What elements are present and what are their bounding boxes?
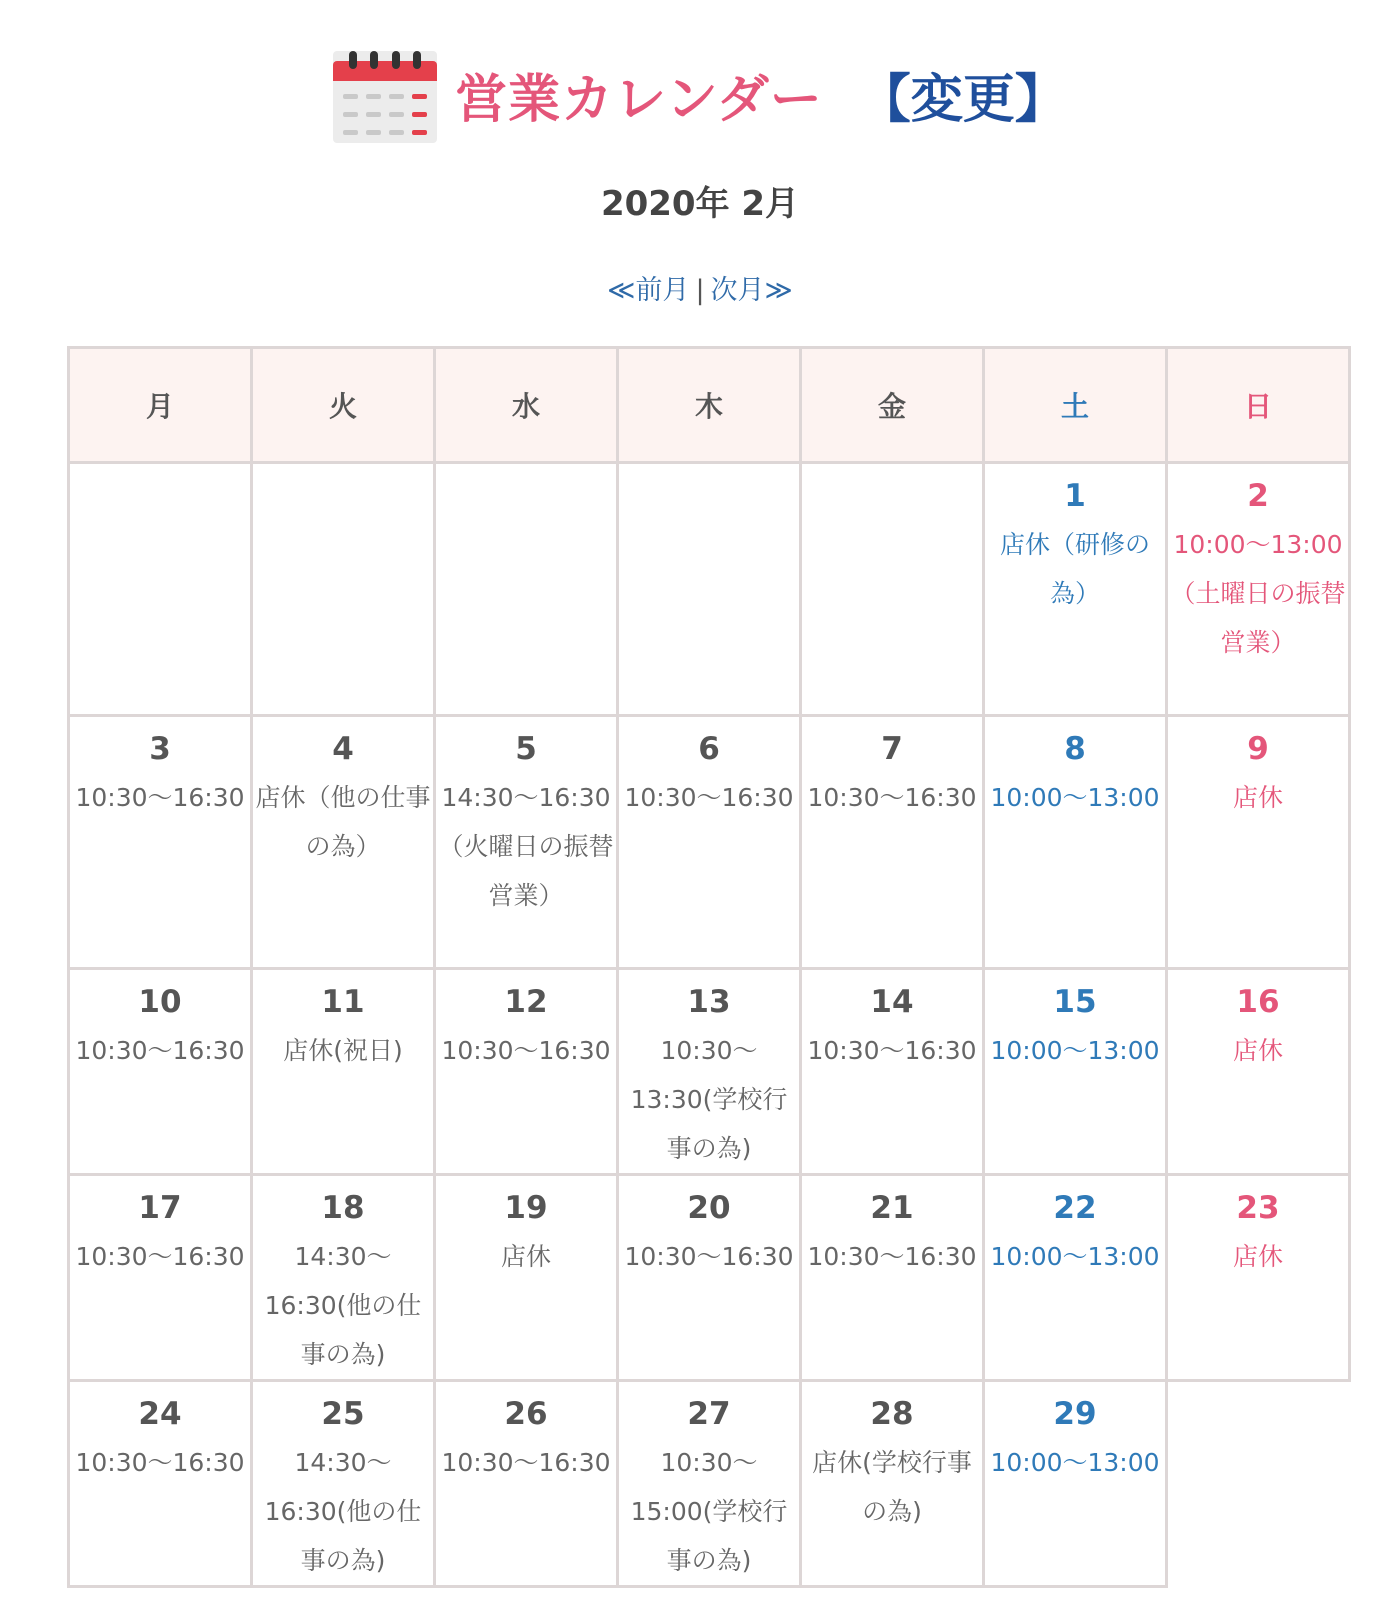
calendar-empty-cell bbox=[69, 463, 252, 716]
day-number: 25 bbox=[321, 1396, 365, 1432]
calendar-day-cell bbox=[1167, 716, 1350, 969]
calendar-week-row bbox=[69, 1175, 1350, 1381]
month-title: 2020年 2月 bbox=[600, 184, 800, 224]
day-hours: 14:30〜16:30（火曜日の振替営業） bbox=[438, 783, 614, 910]
calendar-day-cell bbox=[618, 716, 801, 969]
day-number: 11 bbox=[321, 984, 365, 1020]
day-hours: 店休 bbox=[1232, 783, 1283, 812]
day-number: 16 bbox=[1236, 984, 1280, 1020]
day-hours: 店休 bbox=[500, 1242, 551, 1271]
change-label: 【変更】 bbox=[858, 69, 1067, 130]
day-hours: 10:00〜13:00 bbox=[990, 1242, 1160, 1271]
calendar-day-cell bbox=[1167, 969, 1350, 1175]
calendar-day-cell bbox=[984, 1175, 1167, 1381]
weekday-mon: 月 bbox=[69, 348, 252, 463]
calendar-day-cell bbox=[801, 1175, 984, 1381]
calendar-week-row bbox=[69, 969, 1350, 1175]
day-number: 20 bbox=[687, 1190, 731, 1226]
day-number: 8 bbox=[1064, 731, 1086, 767]
calendar-week-row bbox=[69, 1381, 1350, 1587]
calendar-day-cell bbox=[618, 969, 801, 1175]
day-number: 5 bbox=[515, 731, 537, 767]
day-number: 12 bbox=[504, 984, 548, 1020]
day-hours: 10:30〜16:30 bbox=[624, 783, 794, 812]
calendar-week-row bbox=[69, 463, 1350, 716]
day-hours: 10:30〜16:30 bbox=[75, 783, 245, 812]
calendar-day-cell bbox=[69, 969, 252, 1175]
calendar-day-cell bbox=[1167, 463, 1350, 716]
day-hours: 10:30〜16:30 bbox=[441, 1448, 611, 1477]
calendar-empty-cell bbox=[618, 463, 801, 716]
day-number: 26 bbox=[504, 1396, 548, 1432]
calendar-icon bbox=[333, 51, 437, 143]
day-hours: 店休（他の仕事の為） bbox=[255, 783, 431, 861]
day-hours: 10:30〜16:30 bbox=[807, 1242, 977, 1271]
day-number: 17 bbox=[138, 1190, 182, 1226]
calendar-day-cell bbox=[69, 716, 252, 969]
day-number: 3 bbox=[149, 731, 171, 767]
calendar-day-cell bbox=[801, 716, 984, 969]
day-hours: 店休 bbox=[1232, 1242, 1283, 1271]
weekday-header-row bbox=[69, 348, 1350, 463]
calendar-day-cell bbox=[435, 969, 618, 1175]
day-hours: 10:30〜16:30 bbox=[75, 1242, 245, 1271]
day-hours: 14:30〜16:30(他の仕事の為) bbox=[264, 1448, 422, 1575]
weekday-wed: 水 bbox=[435, 348, 618, 463]
prev-month-link[interactable]: ≪前月 bbox=[607, 275, 690, 306]
calendar-empty-cell bbox=[1167, 1381, 1350, 1587]
calendar-day-cell bbox=[69, 1381, 252, 1587]
day-hours: 10:00〜13:00（土曜日の振替営業） bbox=[1170, 530, 1346, 657]
day-number: 18 bbox=[321, 1190, 365, 1226]
day-hours: 10:30〜16:30 bbox=[75, 1036, 245, 1065]
calendar-day-cell bbox=[435, 1381, 618, 1587]
month-navigation bbox=[0, 268, 1400, 307]
next-month-link[interactable]: 次月≫ bbox=[710, 275, 793, 306]
calendar-day-cell bbox=[801, 1381, 984, 1587]
day-hours: 10:00〜13:00 bbox=[990, 1036, 1160, 1065]
day-number: 24 bbox=[138, 1396, 182, 1432]
day-number: 27 bbox=[687, 1396, 731, 1432]
day-number: 9 bbox=[1247, 731, 1269, 767]
day-number: 29 bbox=[1053, 1396, 1097, 1432]
day-hours: 10:00〜13:00 bbox=[990, 1448, 1160, 1477]
calendar-day-cell bbox=[252, 1175, 435, 1381]
day-number: 4 bbox=[332, 731, 354, 767]
day-number: 10 bbox=[138, 984, 182, 1020]
calendar-day-cell bbox=[984, 969, 1167, 1175]
day-number: 2 bbox=[1247, 478, 1269, 514]
calendar-day-cell bbox=[618, 1175, 801, 1381]
page-header bbox=[0, 44, 1400, 144]
day-hours: 14:30〜16:30(他の仕事の為) bbox=[264, 1242, 422, 1369]
day-hours: 10:30〜16:30 bbox=[807, 783, 977, 812]
calendar-day-cell bbox=[252, 1381, 435, 1587]
calendar-day-cell bbox=[984, 1381, 1167, 1587]
day-number: 14 bbox=[870, 984, 914, 1020]
nav-separator: | bbox=[695, 275, 705, 306]
weekday-sun: 日 bbox=[1167, 348, 1350, 463]
day-hours: 店休 bbox=[1232, 1036, 1283, 1065]
page-title: 営業カレンダー bbox=[455, 69, 823, 130]
day-number: 6 bbox=[698, 731, 720, 767]
calendar-table bbox=[67, 346, 1351, 1588]
calendar-day-cell bbox=[801, 969, 984, 1175]
calendar-day-cell bbox=[252, 969, 435, 1175]
day-hours: 10:30〜16:30 bbox=[441, 1036, 611, 1065]
calendar-empty-cell bbox=[252, 463, 435, 716]
day-hours: 店休(学校行事の為) bbox=[812, 1448, 972, 1526]
weekday-thu: 木 bbox=[618, 348, 801, 463]
calendar-day-cell bbox=[984, 716, 1167, 969]
day-number: 19 bbox=[504, 1190, 548, 1226]
calendar-day-cell bbox=[618, 1381, 801, 1587]
day-hours: 店休（研修の為） bbox=[999, 530, 1150, 608]
day-number: 28 bbox=[870, 1396, 914, 1432]
calendar-empty-cell bbox=[801, 463, 984, 716]
calendar-week-row bbox=[69, 716, 1350, 969]
day-hours: 10:30〜16:30 bbox=[75, 1448, 245, 1477]
day-number: 7 bbox=[881, 731, 903, 767]
calendar-empty-cell bbox=[435, 463, 618, 716]
calendar-day-cell bbox=[984, 463, 1167, 716]
day-number: 23 bbox=[1236, 1190, 1280, 1226]
day-number: 22 bbox=[1053, 1190, 1097, 1226]
weekday-sat: 土 bbox=[984, 348, 1167, 463]
weekday-fri: 金 bbox=[801, 348, 984, 463]
calendar-day-cell bbox=[252, 716, 435, 969]
day-number: 15 bbox=[1053, 984, 1097, 1020]
calendar-day-cell bbox=[69, 1175, 252, 1381]
day-hours: 店休(祝日) bbox=[283, 1036, 403, 1065]
day-hours: 10:00〜13:00 bbox=[990, 783, 1160, 812]
day-hours: 10:30〜16:30 bbox=[807, 1036, 977, 1065]
day-hours: 10:30〜13:30(学校行事の為) bbox=[630, 1036, 788, 1163]
day-hours: 10:30〜16:30 bbox=[624, 1242, 794, 1271]
day-hours: 10:30〜15:00(学校行事の為) bbox=[630, 1448, 788, 1575]
weekday-tue: 火 bbox=[252, 348, 435, 463]
day-number: 21 bbox=[870, 1190, 914, 1226]
calendar-day-cell bbox=[435, 716, 618, 969]
calendar-day-cell bbox=[1167, 1175, 1350, 1381]
day-number: 13 bbox=[687, 984, 731, 1020]
calendar-day-cell bbox=[435, 1175, 618, 1381]
day-number: 1 bbox=[1064, 478, 1086, 514]
